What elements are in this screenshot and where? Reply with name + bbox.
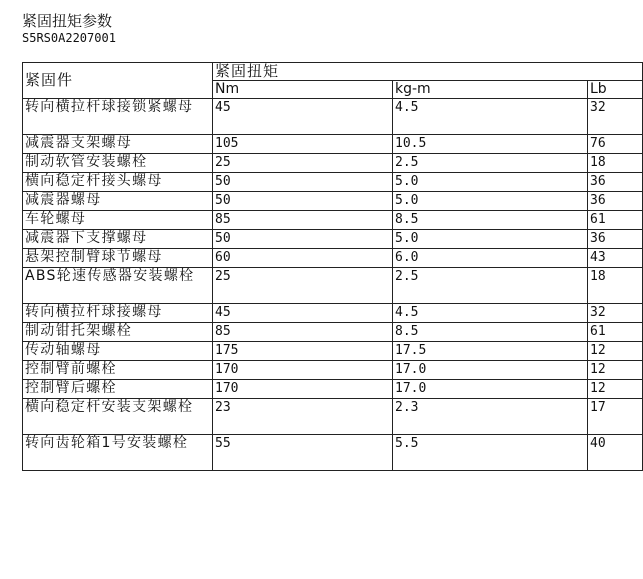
- torque-lb-cell: 36: [588, 192, 643, 211]
- torque-nm-cell: 170: [213, 361, 393, 380]
- fastener-name-cell: 悬架控制臂球节螺母: [23, 249, 213, 268]
- torque-lb-cell: 12: [588, 342, 643, 361]
- fastener-name-cell: 减震器螺母: [23, 192, 213, 211]
- header-fastener: 紧固件: [23, 63, 213, 99]
- torque-kgm-cell: 17.0: [393, 380, 588, 399]
- torque-nm-cell: 50: [213, 173, 393, 192]
- table-row: [23, 268, 643, 304]
- table-row: [23, 435, 643, 471]
- torque-lb-cell: 61: [588, 211, 643, 230]
- table-row: [23, 380, 643, 399]
- torque-lb-cell: 36: [588, 173, 643, 192]
- header-unit-lb: Lb: [588, 81, 643, 99]
- torque-kgm-cell: 10.5: [393, 135, 588, 154]
- torque-kgm-cell: 4.5: [393, 99, 588, 135]
- torque-nm-cell: 175: [213, 342, 393, 361]
- torque-lb-cell: 32: [588, 99, 643, 135]
- torque-lb-cell: 61: [588, 323, 643, 342]
- torque-kgm-cell: 17.5: [393, 342, 588, 361]
- document-title: 紧固扭矩参数: [22, 12, 113, 30]
- torque-nm-cell: 25: [213, 268, 393, 304]
- torque-nm-cell: 170: [213, 380, 393, 399]
- torque-nm-cell: 23: [213, 399, 393, 435]
- torque-lb-cell: 36: [588, 230, 643, 249]
- fastener-name-cell: 制动软管安装螺栓: [23, 154, 213, 173]
- fastener-name-cell: ABS轮速传感器安装螺栓: [23, 268, 213, 304]
- header-unit-nm: Nm: [213, 81, 393, 99]
- torque-kgm-cell: 5.0: [393, 192, 588, 211]
- torque-kgm-cell: 4.5: [393, 304, 588, 323]
- fastener-name-cell: 控制臂前螺栓: [23, 361, 213, 380]
- table-row: [23, 230, 643, 249]
- table-row: [23, 211, 643, 230]
- torque-nm-cell: 50: [213, 192, 393, 211]
- table-row: [23, 135, 643, 154]
- table-row: [23, 99, 643, 135]
- torque-kgm-cell: 5.5: [393, 435, 588, 471]
- torque-kgm-cell: 8.5: [393, 323, 588, 342]
- table-row: [23, 323, 643, 342]
- table-row: [23, 361, 643, 380]
- torque-kgm-cell: 5.0: [393, 173, 588, 192]
- torque-kgm-cell: 17.0: [393, 361, 588, 380]
- fastener-name-cell: 转向齿轮箱1号安装螺栓: [23, 435, 213, 471]
- fastener-name-cell: 横向稳定杆接头螺母: [23, 173, 213, 192]
- torque-lb-cell: 40: [588, 435, 643, 471]
- torque-lb-cell: 76: [588, 135, 643, 154]
- torque-kgm-cell: 8.5: [393, 211, 588, 230]
- torque-nm-cell: 85: [213, 323, 393, 342]
- fastener-name-cell: 制动钳托架螺栓: [23, 323, 213, 342]
- torque-kgm-cell: 6.0: [393, 249, 588, 268]
- table-row: [23, 192, 643, 211]
- torque-kgm-cell: 5.0: [393, 230, 588, 249]
- torque-nm-cell: 85: [213, 211, 393, 230]
- torque-nm-cell: 25: [213, 154, 393, 173]
- table-row: [23, 173, 643, 192]
- fastener-name-cell: 车轮螺母: [23, 211, 213, 230]
- torque-nm-cell: 55: [213, 435, 393, 471]
- torque-table-body: [23, 99, 643, 471]
- torque-lb-cell: 32: [588, 304, 643, 323]
- fastener-name-cell: 减震器支架螺母: [23, 135, 213, 154]
- table-row: [23, 304, 643, 323]
- torque-nm-cell: 45: [213, 99, 393, 135]
- fastener-name-cell: 转向横拉杆球接螺母: [23, 304, 213, 323]
- torque-table: [22, 62, 643, 471]
- header-torque-group: 紧固扭矩: [213, 63, 643, 81]
- torque-kgm-cell: 2.5: [393, 268, 588, 304]
- torque-nm-cell: 50: [213, 230, 393, 249]
- header-unit-kgm: kg-m: [393, 81, 588, 99]
- torque-lb-cell: 18: [588, 268, 643, 304]
- table-row: [23, 342, 643, 361]
- fastener-name-cell: 传动轴螺母: [23, 342, 213, 361]
- fastener-name-cell: 控制臂后螺栓: [23, 380, 213, 399]
- torque-nm-cell: 60: [213, 249, 393, 268]
- table-row: [23, 399, 643, 435]
- torque-lb-cell: 43: [588, 249, 643, 268]
- torque-kgm-cell: 2.3: [393, 399, 588, 435]
- torque-lb-cell: 17: [588, 399, 643, 435]
- document-code: S5RS0A2207001: [22, 31, 116, 45]
- table-row: [23, 154, 643, 173]
- fastener-name-cell: 横向稳定杆安装支架螺栓: [23, 399, 213, 435]
- fastener-name-cell: 转向横拉杆球接锁紧螺母: [23, 99, 213, 135]
- fastener-name-cell: 减震器下支撑螺母: [23, 230, 213, 249]
- torque-kgm-cell: 2.5: [393, 154, 588, 173]
- torque-lb-cell: 12: [588, 361, 643, 380]
- document-header: [22, 12, 116, 46]
- table-row: [23, 249, 643, 268]
- torque-lb-cell: 12: [588, 380, 643, 399]
- torque-nm-cell: 45: [213, 304, 393, 323]
- torque-table-container: [22, 62, 607, 579]
- torque-lb-cell: 18: [588, 154, 643, 173]
- torque-nm-cell: 105: [213, 135, 393, 154]
